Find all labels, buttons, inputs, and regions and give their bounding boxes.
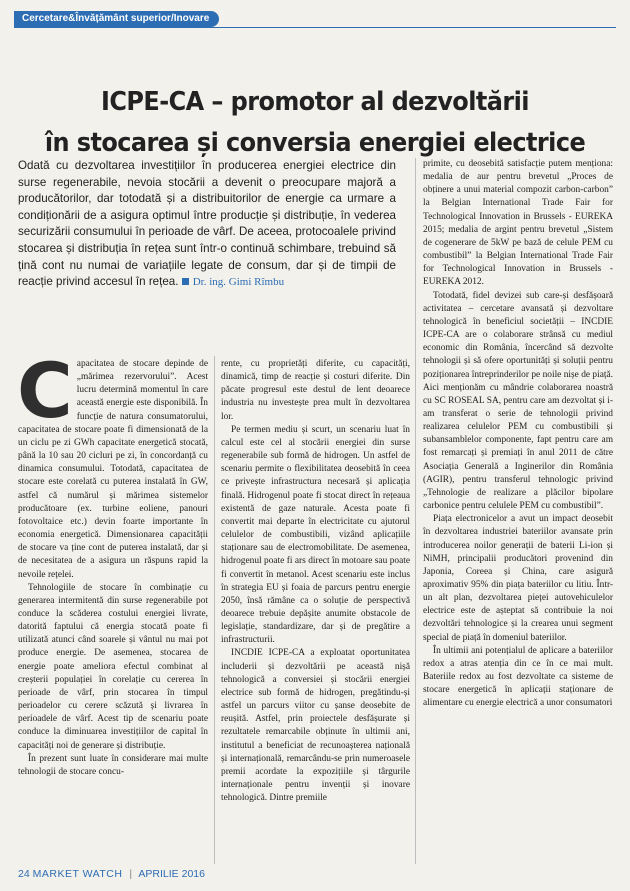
paragraph: În prezent sunt luate în considerare mai multe tehnologii de stocare concu- xyxy=(18,753,208,777)
page-number: 24 xyxy=(18,868,30,880)
footer-separator: | xyxy=(129,868,133,880)
author-byline xyxy=(182,276,284,288)
lead-text: Odată cu dezvoltarea investițiilor în producerea energiei electrice din surse regenerabile, nevoia stocării a devenit o preocupare majoră a producătorilor, dar totodată și a distribuitorilor de energie ca urmare a condiționării de a asigura optimul între producție și distribuție, în vederea securizării consumului în perioade de vârf. De aceea, protocoalele privind stocarea și distribuția în rețea sunt într-o continuă schimbare, trebuind să țină cont nu numai de variațiile legate de consum, dar și de timpii de reacție privind accesul în rețea. xyxy=(18,159,396,289)
headline-line-2: în stocarea și conversia energiei electrice xyxy=(44,128,586,158)
square-bullet-icon xyxy=(182,278,189,285)
section-tab: Cercetare&Învățământ superior/Inovare xyxy=(14,11,219,27)
article-lead xyxy=(18,158,396,291)
paragraph: Piața electronicelor a avut un impact deosebit în dezvoltarea industriei bateriilor avansate prin introducerea noilor generații de baterii Li-ion și NiMH, principalii producători provenind din Japonia, Coreea și China, care asigură aproximativ 95% din piața bateriilor cu litiu. Într-un alt plan, dezvoltarea pieței autovehiculelor electrice este de așteptat să contribuie la noi dezvoltări tehnologice și la crearea unui segment special de piață în domeniul bateriilor. xyxy=(423,514,613,643)
column-divider xyxy=(415,158,416,864)
paragraph: primite, cu deosebită satisfacție putem menționa: medalia de aur pentru brevetul „Proces de obținere a unui material compozit carbon-carbon” la Belgian International Trade Fair for Technological Innovation in Brussels - EUREKA 2015; medalia de argint pentru brevetul „Sistem de cogenerare de 5kW pe bază de celule PEM cu combustibil” la Belgian International Trade Fair for Technological Innovation in Brussels - EUREKA 2012. xyxy=(423,159,613,288)
article-column-2 xyxy=(221,358,410,805)
paragraph: Tehnologiile de stocare în combinație cu generarea intermitentă din surse regenerabile pot conduce la scăderea costului energiei livrate, datorită faptului că energia stocată poate fi utilizată atunci când soarele și vântul nu mai pot produce energie. De asemenea, stocarea de energie poate ameliora efectul combinat al creșterii populației în corelație cu cererea în perioade de vârf, prin stocarea în timpul perioadelor cu cerere scăzută și livrarea în perioadele de vârf. Acest tip de scenariu poate conduce la diminuarea investițiilor de capital în capacități noi de generare și distribuție. xyxy=(18,582,208,751)
article-column-1 xyxy=(17,346,208,779)
paragraph: rente, cu proprietăți diferite, cu capacități, dinamică, timp de reacție și costuri diferite. Din păcate progresul este destul de lent deoarece industria nu investește prea mult în dezvoltarea lor. xyxy=(221,359,410,422)
article-headline xyxy=(19,82,611,164)
drop-cap: C xyxy=(17,346,73,435)
paragraph: Pe termen mediu și scurt, un scenariu luat în calcul este cel al stocării energiei din surse regenerabile sub formă de hidrogen. Un astfel de scenariu permite o flexibilitatea deosebită în ceea ce privește infrastructura necesară și aplicația finală. Hidrogenul poate fi stocat direct în rețeaua existentă de gaze naturale. Acesta poate fi convertit mai departe în electricitate cu ajutorul celulelor de combustibili, vizând aplicațiile staționare sau de electromobilitate. De asemenea, hidrogenul poate fi ars direct în motoare sau poate fi convertit în metanol. Acest scenariu este inclus în strategia EU și foaia de parcurs pentru energie 2050, însă rămâne ca o soluție de perspectivă deoarece trebuie depășite anumite obstacole de legislație, standardizare, dar și de pregătire a infrastructurii. xyxy=(221,424,410,646)
column-divider xyxy=(214,356,215,864)
headline-line-1: ICPE-CA – promotor al dezvoltării xyxy=(101,87,529,117)
paragraph: Totodată, fidel devizei sub care-și desfășoară activitatea – cercetare avansată și dezvoltare tehnologică în beneficiul societății – INCDIE ICPE-CA are o colaborare strânsă cu mediul economic din România, încercând să dezvolte tehnologii și să ofere oportunități și soluții pentru poziționarea întreprinderilor pe noile nișe de piață. Aici menționăm cu mândrie colaborarea noastră cu SC ROSEAL SA, pentru care am dezvoltat și i-am transferat o serie de tehnologii privind realizarea celulelor PEM cu combustibili și subansamblelor componente, fapt pentru care am fost remarcați și premiați în anul 2011 de către Asociația Generală a Inginerilor din România (AGIR), pentru transferul tehnologic privind „Tehnologie de realizare a plăcilor bipolare carbonice pentru celulele PEM cu combustibil”. xyxy=(423,290,613,512)
page-footer xyxy=(18,868,205,880)
article-column-3 xyxy=(423,158,613,711)
author-name: Dr. ing. Gimi Rîmbu xyxy=(192,276,285,289)
paragraph: INCDIE ICPE-CA a exploatat oportunitatea includerii și dezvoltării pe această nișă tehnologică a conversiei și stocării energiei electrice sub formă de hidrogen, pregătindu-și astfel un parcurs viitor cu șanse deosebite de reușită. Astfel, prin proiectele desfășurate și rezultatele remarcabile obținute în ultimii ani, institutul a beneficiat de recunoașterea națională și internațională, remarcându-se prin numeroasele premii acordate la expozițiile și târgurile internaționale pentru invenții și inovare tehnologică. Dintre premiile xyxy=(221,648,410,804)
section-rule xyxy=(14,27,616,28)
issue-date: APRILIE 2016 xyxy=(138,868,205,880)
magazine-name: MARKET WATCH xyxy=(32,868,123,880)
paragraph: În ultimii ani potențialul de aplicare a bateriilor redox a atras atenția din ce în ce mai mult. Bateriile redox au fost dezvoltate ca sisteme de stocare energetică în aplicații staționare de alimentare cu energie electrică a unor consumatori xyxy=(423,645,613,709)
paragraph: apacitatea de stocare depinde de „mărimea rezervorului”. Acest lucru determină momentul în care această energie este disponibilă. În funcție de natura consumatorului, capacitatea de stocare poate fi dimensionată de la un ciclu pe zi GWh capacitate energetică stocată, până la 10 sau 20 cicluri pe zi, în concordanță cu dinamica consumului. Totodată, capacitatea de stocare este corelată cu puterea instalată în GW, astfel că numărul și mărimea sistemelor producătoare (ex. turbine eoliene, panouri fotovoltaice etc.) devin foarte importante în economia energetică. Dimensionarea capacității de stocare va ține cont de puterea instalată, dar și de necesitatea de a asigura un răspuns rapid la nevoile rețelei. xyxy=(18,359,208,580)
